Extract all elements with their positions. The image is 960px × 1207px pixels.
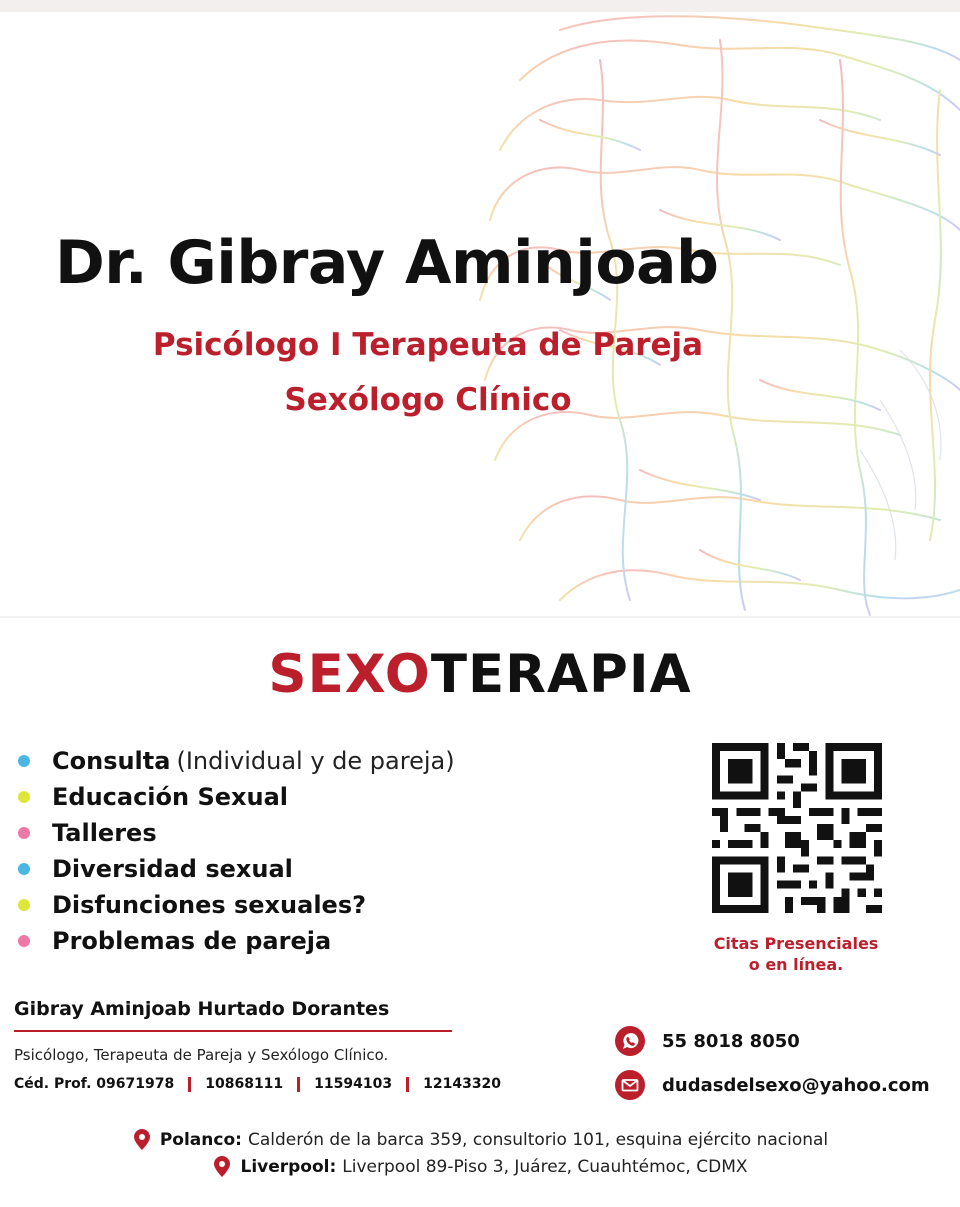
service-name: Disfunciones sexuales?: [52, 891, 367, 919]
qr-caption-line-2: o en línea.: [748, 955, 844, 974]
bullet-dot: [18, 827, 30, 839]
section-title: [0, 644, 960, 705]
address-polanco: [0, 1129, 960, 1151]
cedula-separator: [297, 1077, 300, 1092]
address-text: Liverpool 89-Piso 3, Juárez, Cuauhtémoc, CDMX: [342, 1157, 748, 1177]
mail-icon: [614, 1069, 646, 1101]
professions-text: Psicólogo, Terapeuta de Pareja y Sexólogo Clínico.: [14, 1046, 389, 1064]
name-underline: [14, 1030, 452, 1032]
cedulas-row: [14, 1076, 501, 1092]
phone-number: 55 8018 8050: [662, 1030, 800, 1052]
cedula-number: 09671978: [96, 1076, 175, 1092]
full-name: Gibray Aminjoab Hurtado Dorantes: [14, 998, 390, 1020]
bullet-dot: [18, 899, 30, 911]
email-address: dudasdelsexo@yahoo.com: [662, 1074, 930, 1096]
location-pin-icon: [132, 1129, 152, 1151]
cedula-number: 11594103: [314, 1076, 393, 1092]
profession-line-2: Sexólogo Clínico: [284, 382, 572, 418]
phone-contact[interactable]: [614, 1025, 800, 1057]
cedula-number: 10868111: [205, 1076, 284, 1092]
profession-line-1: Psicólogo I Terapeuta de Pareja: [152, 327, 704, 363]
bullet-dot: [18, 755, 30, 767]
cedula-number: 12143320: [423, 1076, 502, 1092]
cedula-separator: [406, 1077, 409, 1092]
section-title-black: TERAPIA: [430, 644, 692, 705]
service-detail: (Individual y de pareja): [176, 747, 455, 775]
qr-caption: [690, 933, 902, 975]
location-pin-icon: [212, 1156, 232, 1178]
service-item: [18, 743, 455, 779]
service-name: Consulta: [52, 747, 171, 775]
section-title-red: SEXO: [268, 644, 431, 705]
bullet-dot: [18, 935, 30, 947]
bullet-dot: [18, 863, 30, 875]
cedula-label: Céd. Prof.: [14, 1076, 92, 1092]
bullet-dot: [18, 791, 30, 803]
qr-caption-line-1: Citas Presenciales: [713, 934, 879, 953]
service-item: [18, 779, 455, 815]
cedula-separator: [188, 1077, 191, 1092]
service-name: Problemas de pareja: [52, 927, 332, 955]
whatsapp-icon: [614, 1025, 646, 1057]
service-item: [18, 887, 455, 923]
address-text: Calderón de la barca 359, consultorio 101, esquina ejército nacional: [247, 1130, 829, 1150]
service-name: Diversidad sexual: [52, 855, 293, 883]
qr-code[interactable]: [712, 743, 882, 913]
email-contact[interactable]: [614, 1069, 930, 1101]
service-item: [18, 851, 455, 887]
service-name: Talleres: [52, 819, 157, 847]
service-item: [18, 815, 455, 851]
address-liverpool: [0, 1156, 960, 1178]
service-item: [18, 923, 455, 959]
services-list: [18, 743, 455, 959]
address-label: Polanco:: [159, 1130, 242, 1150]
hero-separator: [0, 616, 960, 618]
doctor-name: Dr. Gibray Aminjoab: [55, 228, 719, 298]
service-name: Educación Sexual: [52, 783, 289, 811]
address-label: Liverpool:: [240, 1157, 337, 1177]
